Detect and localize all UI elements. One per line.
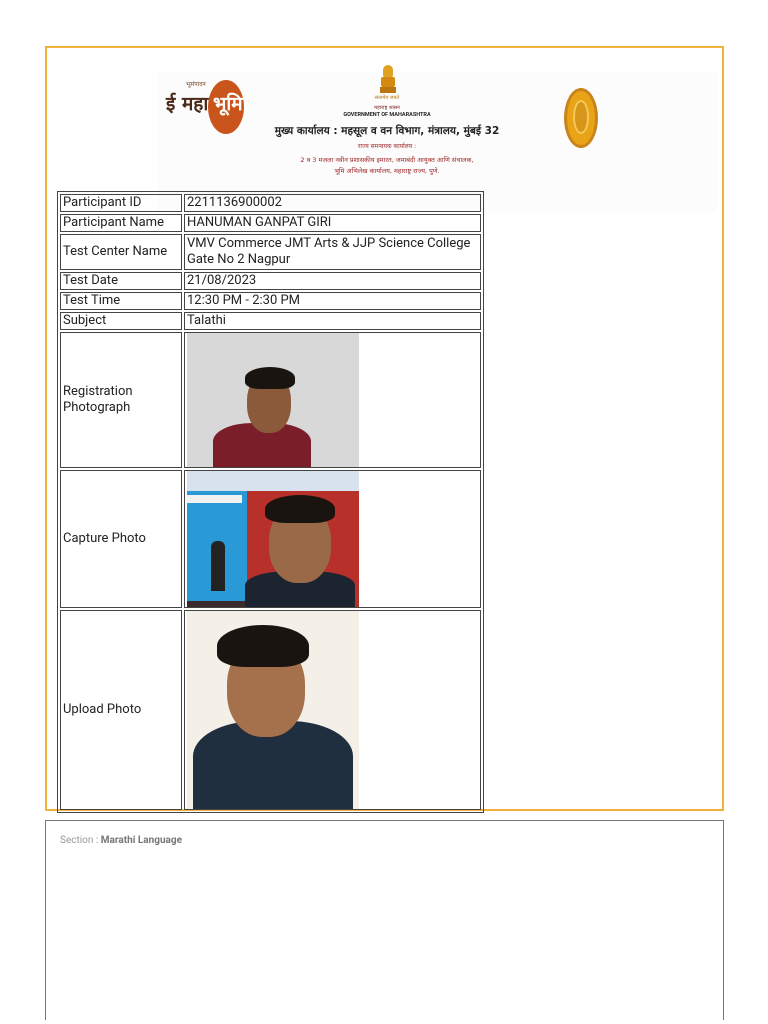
upload-photo-cell (184, 610, 481, 810)
admit-card (45, 46, 724, 811)
participant-id-label: Participant ID (60, 194, 182, 212)
address-line-2: भूमि अभिलेख कार्यालय, महाराष्ट्र राज्य, पुणे. (334, 167, 440, 175)
participant-table (57, 191, 484, 813)
test-center-label: Test Center Name (60, 234, 182, 270)
emblem-caption: सत्यमेव जयते (374, 95, 400, 101)
logo-circle-text: भूमि (213, 93, 243, 115)
table-row (60, 332, 481, 468)
subject-value: Talathi (184, 312, 481, 330)
table-row (60, 610, 481, 810)
registration-label-line-1: Registration (63, 384, 133, 399)
logo-small-text: भूसंपादन (186, 81, 206, 88)
table-row (60, 312, 481, 330)
participant-id-value: 2211136900002 (184, 194, 481, 212)
section-label (60, 835, 182, 846)
table-row (60, 470, 481, 608)
participant-name-value: HANUMAN GANPAT GIRI (184, 214, 481, 232)
table-row (60, 272, 481, 290)
capture-photo-label: Capture Photo (60, 470, 182, 608)
capture-photo (187, 471, 359, 607)
address-line-1: 2 व 3 मजला नवीन प्रशासकीय इमारत, जमाबंदी आयुक्त आणि संचालक, (300, 156, 474, 164)
registration-photo-cell (184, 332, 481, 468)
test-time-value: 12:30 PM - 2:30 PM (184, 292, 481, 310)
table-row (60, 214, 481, 232)
logo-text: ई महा (166, 93, 209, 115)
test-date-value: 21/08/2023 (184, 272, 481, 290)
registration-photo (187, 333, 359, 467)
section-name: Marathi Language (100, 835, 183, 846)
registration-photo-label (60, 332, 182, 468)
test-center-line-1: VMV Commerce JMT Arts & JJP Science College (187, 236, 471, 251)
participant-name-label: Participant Name (60, 214, 182, 232)
test-date-label: Test Date (60, 272, 182, 290)
table-row (60, 194, 481, 212)
seal-inner (573, 100, 589, 134)
registration-label-line-2: Photograph (63, 400, 131, 415)
office-subtitle: राज्य समन्वयक कार्यालय : (357, 143, 417, 150)
capture-photo-cell (184, 470, 481, 608)
upload-photo-label: Upload Photo (60, 610, 182, 810)
test-center-value (184, 234, 481, 270)
upload-photo (187, 611, 359, 809)
section-prefix: Section : (60, 835, 101, 846)
test-time-label: Test Time (60, 292, 182, 310)
test-center-line-2: Gate No 2 Nagpur (187, 252, 291, 267)
table-row (60, 292, 481, 310)
table-row (60, 234, 481, 270)
office-title: मुख्य कार्यालय : महसूल व वन विभाग, मंत्रालय, मुंबई 32 (274, 125, 500, 137)
section-panel (45, 820, 724, 1020)
gov-english: GOVERNMENT OF MAHARASHTRA (343, 112, 431, 118)
gov-marathi: महाराष्ट्र शासन (374, 105, 400, 111)
subject-label: Subject (60, 312, 182, 330)
